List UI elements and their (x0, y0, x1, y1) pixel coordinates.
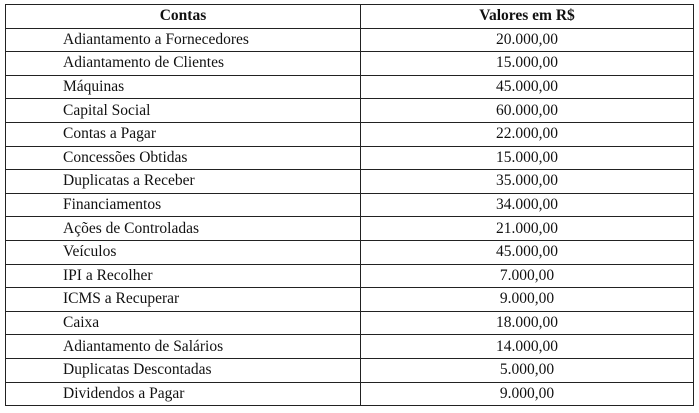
account-value-cell: 21.000,00 (361, 217, 694, 241)
table-row (6, 170, 694, 194)
account-value-cell: 60.000,00 (361, 99, 694, 123)
account-value-cell: 34.000,00 (361, 193, 694, 217)
account-name-cell: Adiantamento a Fornecedores (6, 28, 361, 52)
account-value-cell: 45.000,00 (361, 240, 694, 264)
table-row (6, 358, 694, 382)
table-row (6, 52, 694, 76)
account-name-cell: Duplicatas a Receber (6, 170, 361, 194)
account-name-cell: Capital Social (6, 99, 361, 123)
table-row (6, 264, 694, 288)
account-name-cell: Caixa (6, 311, 361, 335)
header-valores: Valores em R$ (361, 5, 694, 29)
account-value-cell: 45.000,00 (361, 75, 694, 99)
table-body (6, 28, 694, 406)
account-name-cell: Concessões Obtidas (6, 146, 361, 170)
account-name-cell: Financiamentos (6, 193, 361, 217)
account-value-cell: 14.000,00 (361, 335, 694, 359)
accounts-table (5, 4, 694, 406)
account-value-cell: 9.000,00 (361, 382, 694, 406)
account-value-cell: 22.000,00 (361, 122, 694, 146)
account-value-cell: 35.000,00 (361, 170, 694, 194)
account-name-cell: Adiantamento de Salários (6, 335, 361, 359)
account-name-cell: Contas a Pagar (6, 122, 361, 146)
table-row (6, 193, 694, 217)
header-contas: Contas (6, 5, 361, 29)
table-row (6, 122, 694, 146)
account-value-cell: 15.000,00 (361, 52, 694, 76)
table-row (6, 240, 694, 264)
table-row (6, 382, 694, 406)
account-name-cell: Ações de Controladas (6, 217, 361, 241)
account-value-cell: 18.000,00 (361, 311, 694, 335)
table-row (6, 75, 694, 99)
account-name-cell: Dividendos a Pagar (6, 382, 361, 406)
account-value-cell: 7.000,00 (361, 264, 694, 288)
account-name-cell: IPI a Recolher (6, 264, 361, 288)
account-value-cell: 5.000,00 (361, 358, 694, 382)
table-row (6, 311, 694, 335)
table-row (6, 99, 694, 123)
account-name-cell: ICMS a Recuperar (6, 288, 361, 312)
account-value-cell: 9.000,00 (361, 288, 694, 312)
table-header-row (6, 5, 694, 29)
account-value-cell: 15.000,00 (361, 146, 694, 170)
table-row (6, 28, 694, 52)
table-row (6, 217, 694, 241)
account-name-cell: Duplicatas Descontadas (6, 358, 361, 382)
account-value-cell: 20.000,00 (361, 28, 694, 52)
table-row (6, 288, 694, 312)
table-row (6, 335, 694, 359)
table-row (6, 146, 694, 170)
account-name-cell: Veículos (6, 240, 361, 264)
account-name-cell: Adiantamento de Clientes (6, 52, 361, 76)
account-name-cell: Máquinas (6, 75, 361, 99)
